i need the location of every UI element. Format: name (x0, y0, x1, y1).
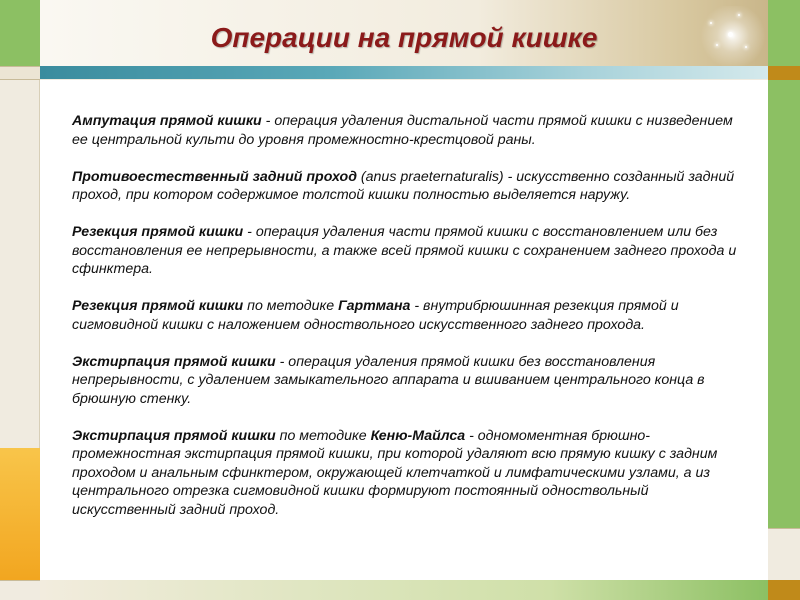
right-green-block-2 (768, 80, 800, 528)
term: Экстирпация прямой кишки (72, 427, 276, 444)
right-green-block (768, 0, 800, 66)
left-tan-block (0, 80, 40, 448)
title-underline-bar (40, 66, 768, 79)
definition-text: (anus praeternaturalis) - искусственно созданный задний проход, при котором содержимое толстой кишки полностью выделяется наружу. (72, 168, 735, 203)
term: Экстирпация прямой кишки (72, 353, 276, 370)
definition-text: - операция удаления дистальной части прямой кишки с низведением ее центральной культи до уровня промежностно-крестцовой раны. (72, 113, 733, 148)
right-bottom-gold (768, 580, 800, 600)
term: Резекция прямой кишки (72, 298, 244, 314)
method-prefix: по методике (275, 427, 371, 444)
method-name: Кеню-Майлса (370, 427, 466, 444)
left-green-block (0, 0, 40, 66)
definition-text: - операция удаления прямой кишки без восстановления непрерывности, с удалением замыкательного аппарата и вшиванием центрального конца в брюшную стенку. (72, 353, 705, 407)
right-lower-tan (768, 528, 800, 580)
left-band (0, 66, 40, 80)
sparkle-4 (738, 14, 740, 16)
left-orange-block (0, 448, 40, 580)
definition-text: - одномоментная брюшно-промежностная экстирпация прямой кишки, при которой удаляют всю прямую кишку с задним проходом и анальным сфинктером, окружающей клетчаткой и лимфатическими узлами, а из центрального отрезка сигмовидной кишки формируют постоянный одноствольный искусственный задний проход. (72, 427, 718, 518)
left-bottom-block (0, 580, 40, 600)
definition-anus-praeternaturalis (72, 168, 752, 205)
method-prefix: по методике (243, 298, 339, 314)
definition-resection (72, 223, 752, 279)
method-name: Гартмана (338, 298, 411, 314)
term: Противоестественный задний проход (72, 168, 357, 185)
definition-extirpation (72, 353, 752, 409)
right-gold-band (768, 66, 800, 80)
definition-miles (72, 427, 752, 520)
definition-amputation (72, 112, 752, 149)
bottom-bar (40, 580, 768, 600)
definition-hartmann (72, 297, 752, 334)
term: Резекция прямой кишки (72, 224, 244, 240)
term: Ампутация прямой кишки (72, 113, 262, 129)
definition-text: - операция удаления части прямой кишки с восстановлением или без восстановления ее непрерывности, а также всей прямой кишки с сохранением заднего прохода и сфинктера. (72, 224, 737, 277)
slide-title: Операции на прямой кишке (210, 22, 598, 53)
definition-text: - внутрибрюшинная резекция прямой и сигмовидной кишки с наложением одноствольного искусственного заднего прохода. (72, 298, 679, 333)
definitions-list (72, 112, 752, 538)
